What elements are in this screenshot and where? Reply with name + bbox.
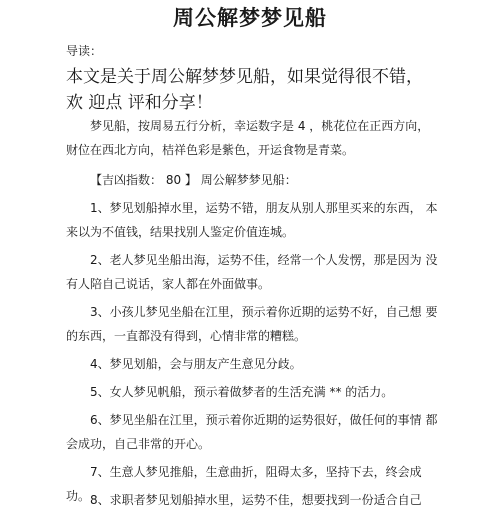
lead-label: 导读： — [66, 44, 103, 58]
paragraph-summary: 梦见船，按周易五行分析，幸运数字是 4 ，桃花位在正西方向， 财位在西北方向，桔祥色彩是紫色，开运食物是青菜。 — [66, 119, 430, 157]
document-title: 周公解梦梦见船 — [173, 6, 327, 30]
list-item: 5、女人梦见帆船，预示着做梦者的生活充满 ** 的活力。 — [90, 385, 394, 399]
list-item: 4、梦见划船，会与朋友产生意见分歧。 — [90, 357, 302, 371]
list-item: 1、梦见划船掉水里，运势不错，朋友从别人那里买来的东西， 本来以为不值钱，结果找别人鉴定价值连城。 — [66, 201, 438, 239]
list-item: 8、求职者梦见划船掉水里，运势不佳，想要找到一份适合自己 — [90, 493, 422, 507]
paragraph-fortune-index: 【吉凶指数： 80 】 周公解梦梦见船： — [90, 173, 297, 187]
list-item: 2、老人梦见坐船出海，运势不佳，经常一个人发愣，那是因为 没有人陪自己说话，家人都在外面做事。 — [66, 253, 438, 291]
list-item: 6、梦见坐船在江里，预示着你近期的运势很好，做任何的事情 都会成功，自己非常的开心。 — [66, 413, 438, 451]
list-item: 3、小孩儿梦见坐船在江里，预示着你近期的运势不好，自己想 要的东西，一直都没有得到，心情非常的糟糕。 — [66, 305, 438, 343]
intro-text: 本文是关于周公解梦梦见船，如果觉得很不错，欢 迎点 评和分享！ — [66, 67, 423, 113]
list-item: 7、生意人梦见推船，生意曲折，阻碍太多，坚持下去，终会成 功。 — [66, 465, 422, 503]
